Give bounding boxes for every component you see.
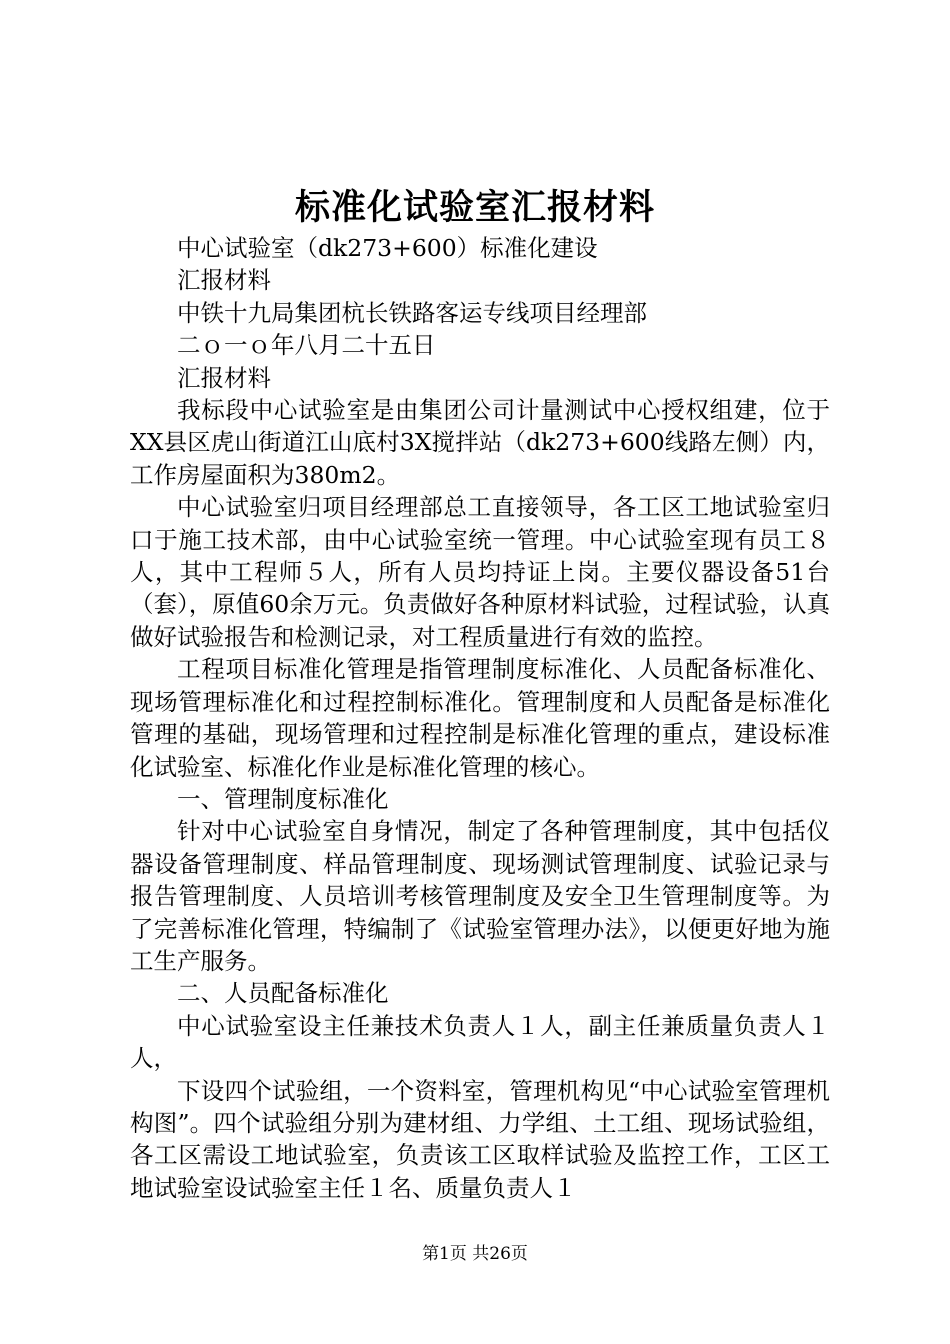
page-footer: 第1页 共26页 bbox=[422, 1244, 528, 1264]
body-paragraph: 中心试验室归项目经理部总工直接领导，各工区工地试验室归口于施工技术部，由中心试验室统一管理。中心试验室现有员工８人，其中工程师５人，所有人员均持证上岗。主要仪器设备51台（套），原值60余万元。负责做好各种原材料试验，过程试验，认真做好试验报告和检测记录，对工程质量进行有效的监控。 bbox=[130, 493, 830, 651]
section-heading: 二、人员配备标准化 bbox=[177, 979, 389, 1008]
subtitle-line: 中心试验室（dk273+600）标准化建设 bbox=[177, 234, 598, 262]
body-paragraph: 下设四个试验组，一个资料室，管理机构见“中心试验室管理机构图”。四个试验组分别为建材组、力学组、土工组、现场试验组，各工区需设工地试验室，负责该工区取样试验及监控工作，工区工地试验室设试验室主任１名、质量负责人１ bbox=[130, 1076, 830, 1202]
body-paragraph: 中心试验室设主任兼技术负责人１人，副主任兼质量负责人１人， bbox=[130, 1011, 830, 1073]
section-heading: 一、管理制度标准化 bbox=[177, 784, 389, 813]
body-paragraph: 我标段中心试验室是由集团公司计量测试中心授权组建，位于XX县区虎山街道江山底村3X搅拌站（dk273+600线路左侧）内，工作房屋面积为380m2。 bbox=[130, 396, 830, 489]
body-paragraph: 针对中心试验室自身情况，制定了各种管理制度，其中包括仪器设备管理制度、样品管理制度、现场测试管理制度、试验记录与报告管理制度、人员培训考核管理制度及安全卫生管理制度等。为了完善标准化管理，特编制了《试验室管理办法》，以便更好地为施工生产服务。 bbox=[130, 817, 830, 975]
document-body bbox=[130, 232, 830, 1204]
body-paragraph: 工程项目标准化管理是指管理制度标准化、人员配备标准化、现场管理标准化和过程控制标准化。管理制度和人员配备是标准化管理的基础，现场管理和过程控制是标准化管理的重点，建设标准化试验室、标准化作业是标准化管理的核心。 bbox=[130, 655, 830, 781]
date-line: 二ｏ一ｏ年八月二十五日 bbox=[177, 331, 436, 360]
document-title: 标准化试验室汇报材料 bbox=[294, 187, 655, 228]
subtitle-line: 汇报材料 bbox=[177, 266, 271, 295]
section-label: 汇报材料 bbox=[177, 363, 271, 392]
organization-line: 中铁十九局集团杭长铁路客运专线项目经理部 bbox=[177, 298, 647, 327]
